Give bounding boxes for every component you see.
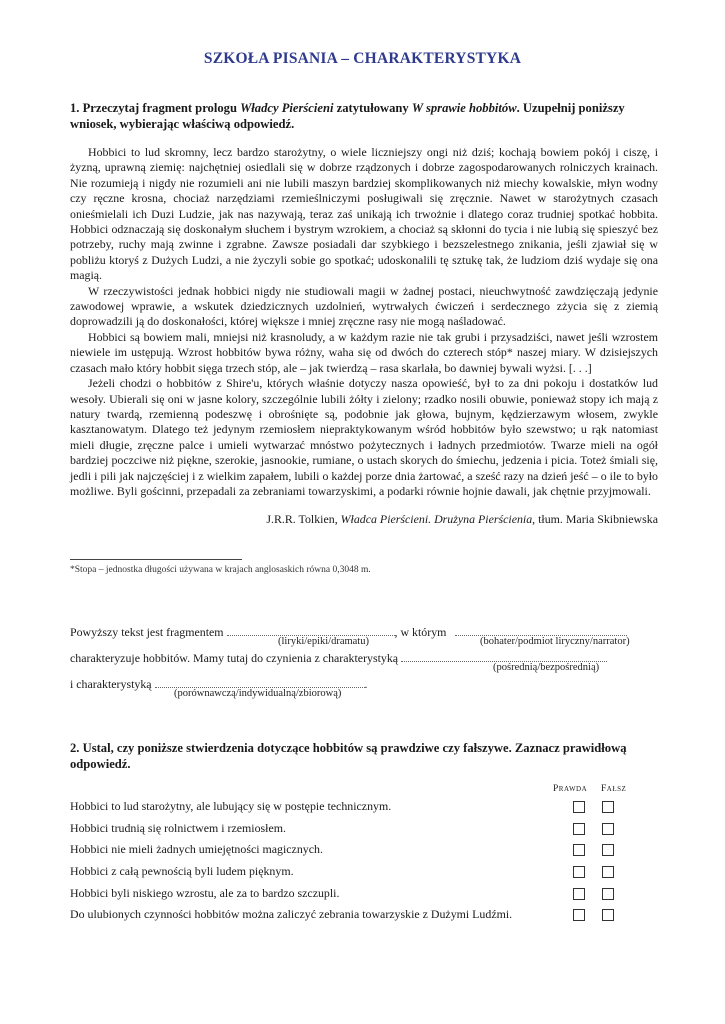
attribution-title: Władca Pierścieni. Drużyna Pierścienia xyxy=(340,512,533,526)
excerpt xyxy=(70,145,658,499)
true-column-label: Prawda xyxy=(553,784,588,794)
characterization-scope-blank[interactable] xyxy=(155,675,365,688)
attribution-author: J.R.R. Tolkien, xyxy=(266,512,341,526)
statement-3-true-checkbox[interactable] xyxy=(573,844,585,856)
excerpt-paragraph-2: W rzeczywistości jednak hobbici nigdy nie studiowali magii w żadnej postaci, nieuchwytność zawdzięczają jedynie zawodowej wprawie, a wskutek dziedzicznych uzdolnień, wytrwałych ćwiczeń i serdecznego zżycia się z ziemią doprowadzili ją do doskonałości, której większe i mniej zręczne rasy nie mogą naśladować. xyxy=(70,283,658,329)
footnote: *Stopa – jednostka długości używana w krajach anglosaskich równa 0,3048 m. xyxy=(70,565,371,575)
statement-5-true-checkbox[interactable] xyxy=(573,888,585,900)
fill-line-3 xyxy=(70,675,660,691)
excerpt-paragraph-3: Hobbici są bowiem mali, mniejsi niż krasnoludy, a w każdym razie nie tak grubi i przysadziści, nawet jeśli wzrostem niewiele im ustępują. Wzrost hobbitów bywa różny, waha się od dwóch do czterech stóp* naszej miary. W dzisiejszych czasach mało który hobbit sięga trzech stóp, ale – jak twierdzą – rasa skarlała, bo dawniej bywali wyżsi. [. . .] xyxy=(70,329,658,375)
statement-1-true-checkbox[interactable] xyxy=(573,801,585,813)
fill-line-1-text-a: Powyższy tekst jest fragmentem xyxy=(70,625,224,639)
false-column-label: Fałsz xyxy=(601,784,627,794)
excerpt-paragraph-1: Hobbici to lud skromny, lecz bardzo starożytny, o wiele liczniejszy ongi niż dziś; kochają bowiem pokój i ciszę, i żyzną, uprawną ziemię: najchętniej osiedlali się w dobrze rządzonych i dobrze zagospodarowanych rolniczych krainach. Nie rozumieją i nigdy nie rozumieli ani nie lubili maszyn bardziej skomplikowanych niż miechy kowalskie, młyn wodny czy ręczne krosna, chociaż narzędziami rzemieślniczymi posługiwali się zręcznie. Nawet w starożytnych czasach onieśmielali ich Duzi Ludzie, jak nas nazywają, teraz zaś unikają ich trwożnie i dlatego coraz trudniej spotkać hobbita. Hobbici odznaczają się doskonałym słuchem i bystrym wzrokiem, a chociaż są skłonni do tycia i nie lubią się spieszyć bez potrzeby, ruchy mają zwinne i zgrabne. Zawsze posiadali dar szybkiego i bezszelestnego znikania, jeśli zjawiał się w pobliżu ktoryś z Dużych Ludzi, a nie życzyli sobie go spotkać; udoskonalili tę sztukę tak, że ludziom dziś wydaje się ona magią. xyxy=(70,145,658,283)
speaker-blank[interactable] xyxy=(455,623,627,636)
genre-blank[interactable] xyxy=(227,623,395,636)
question-1-text-post: . Uzupełnij poniższy wniosek, wybierając właściwą odpowiedź. xyxy=(70,101,625,131)
question-1-text-pre: Przeczytaj fragment prologu xyxy=(82,101,241,115)
statement-6: Do ulubionych czynności hobbitów można zaliczyć zebrania towarzyskie z Dużymi Ludźmi. xyxy=(70,907,513,921)
fill-line-3-text: i charakterystyką xyxy=(70,677,152,691)
genre-hint: (liryki/epiki/dramatu) xyxy=(278,636,369,647)
question-1-heading xyxy=(70,100,658,132)
statement-3-false-checkbox[interactable] xyxy=(602,844,614,856)
page-title: SZKOŁA PISANIA – CHARAKTERYSTYKA xyxy=(203,50,522,67)
footnote-divider xyxy=(70,559,242,560)
characterization-scope-hint: (porównawczą/indywidualną/zbiorową) xyxy=(174,688,342,699)
fill-line-3-end: . xyxy=(364,677,368,691)
question-1-number: 1. xyxy=(70,101,80,115)
characterization-type-blank[interactable] xyxy=(401,649,607,662)
conclusion-fill-in xyxy=(70,623,660,699)
statement-3: Hobbici nie mieli żadnych umiejętności magicznych. xyxy=(70,842,323,856)
statement-5: Hobbici byli niskiego wzrostu, ale za to bardzo szczupli. xyxy=(70,886,340,900)
statement-1: Hobbici to lud starożytny, ale lubujący się w postępie technicznym. xyxy=(70,799,392,813)
characterization-type-hint: (pośrednią/bezpośrednią) xyxy=(493,662,600,673)
excerpt-paragraph-4: Jeżeli chodzi o hobbitów z Shire'u, których właśnie dotyczy nasza opowieść, był to za dni pokoju i dostatków lud wesoły. Ubierali się oni w jasne kolory, szczególnie lubili żółty i zielony; rzadko nosili obuwie, ponieważ stopy ich mają z natury twardą, rzemienną podeszwę i obrośnięte są, podobnie jak głowa, bujnym, kędzierzawym włosem, zwykle kasztanowatym. Dlatego też jedynym rzemiosłem niepraktykowanym wśród hobbitów było szewstwo; u rąk natomiast mieli długie, zręczne palce i umieli wytwarzać mnóstwo pożytecznych i ładnych przedmiotów. Twarze mieli na ogół bardziej poczciwe niż piękne, szerokie, jasnookie, rumiane, o ustach skorych do śmiechu, jedzenia i picia. Toteż śmiali się, jedli i pili jak najczęściej i z wielkim zapałem, lubili o każdej porze dnia żartować, a sześć razy na dzień jeść – o ile to było możliwe. Byli gościnni, przepadali za zebraniami towarzyskimi, a podarki równie hojnie dawali, jak chętnie przyjmowali. xyxy=(70,376,658,498)
fill-line-2-text: charakteryzuje hobbitów. Mamy tutaj do czynienia z charakterystyką xyxy=(70,651,399,665)
statement-5-false-checkbox[interactable] xyxy=(602,888,614,900)
question-1-book-title: Władcy Pierścieni xyxy=(240,101,334,115)
question-1-chapter-title: W sprawie hobbitów xyxy=(411,101,517,115)
statement-4: Hobbici z całą pewnością byli ludem pięknym. xyxy=(70,864,294,878)
question-1-text-mid: zatytułowany xyxy=(333,101,412,115)
speaker-hint: (bohater/podmiot liryczny/narrator) xyxy=(480,636,630,647)
statement-4-true-checkbox[interactable] xyxy=(573,866,585,878)
statement-1-false-checkbox[interactable] xyxy=(602,801,614,813)
attribution-translator: , tłum. Maria Skibniewska xyxy=(532,512,658,526)
statement-2: Hobbici trudnią się rolnictwem i rzemiosłem. xyxy=(70,821,286,835)
excerpt-attribution xyxy=(70,512,658,527)
statement-2-true-checkbox[interactable] xyxy=(573,823,585,835)
fill-line-1-text-b: , w którym xyxy=(394,625,447,639)
question-2-heading: 2. Ustal, czy poniższe stwierdzenia dotyczące hobbitów są prawdziwe czy fałszywe. Zaznacz prawidłową odpowiedź. xyxy=(70,741,627,771)
statement-4-false-checkbox[interactable] xyxy=(602,866,614,878)
statement-6-true-checkbox[interactable] xyxy=(573,909,585,921)
statement-2-false-checkbox[interactable] xyxy=(602,823,614,835)
statement-6-false-checkbox[interactable] xyxy=(602,909,614,921)
